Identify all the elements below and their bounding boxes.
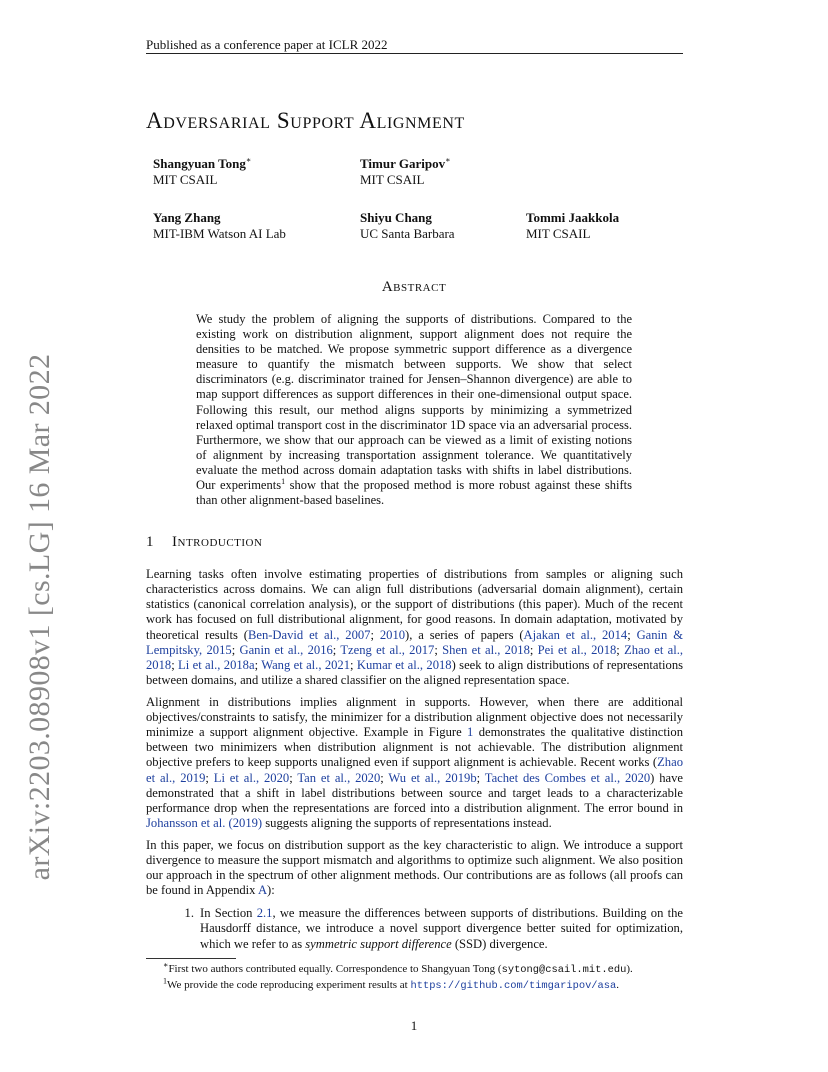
- abstract-heading: Abstract: [381, 279, 447, 295]
- section-heading-introduction: [146, 534, 262, 551]
- author-block: [360, 156, 451, 188]
- author-block: [526, 210, 619, 242]
- author-name: Tommi Jaakkola: [526, 210, 620, 225]
- code-repository-link[interactable]: https://github.com/timgaripov/asa: [410, 980, 617, 992]
- citation-link[interactable]: Johansson et al. (2019): [146, 816, 263, 830]
- equal-contribution-mark: ∗: [445, 155, 451, 165]
- page-number: 1: [410, 1018, 418, 1033]
- author-affiliation: MIT CSAIL: [360, 172, 425, 187]
- section-title: Introduction: [172, 534, 263, 550]
- author-block: [360, 210, 455, 242]
- list-number: 1.: [184, 906, 194, 921]
- author-name: Shiyu Chang: [360, 210, 432, 225]
- arxiv-sidebar-stamp: arXiv:2203.08908v1 [cs.LG] 16 Mar 2022: [23, 353, 56, 881]
- footnote-marker[interactable]: 1: [281, 476, 286, 486]
- citation-link[interactable]: 2010: [379, 627, 406, 642]
- author-affiliation: MIT CSAIL: [526, 226, 591, 241]
- running-header: Published as a conference paper at ICLR 2022: [146, 37, 388, 52]
- citation-link[interactable]: Pei et al., 2018: [537, 642, 617, 657]
- section-number: 1: [146, 534, 154, 550]
- contribution-list-item: 1. In Section 2.1, we measure the differences between supports of distributions. Building on the Hausdorff distance, we introduce a novel support divergence better suited for optimization, which we refer to as symmetric support difference (SSD) divergence.: [146, 906, 683, 951]
- paper-title: Adversarial Support Alignment: [146, 108, 465, 133]
- citation-link[interactable]: Kumar et al., 2018: [356, 657, 452, 672]
- citation-link[interactable]: Zhao et al., 2018: [146, 642, 684, 672]
- author-affiliation: UC Santa Barbara: [360, 226, 455, 241]
- citation-link[interactable]: Wang et al., 2021: [261, 657, 351, 672]
- paragraph: In this paper, we focus on distribution support as the key characteristic to align. We introduce a support divergence to measure the support mismatch and algorithms to optimize such alignment. We also position our approach in the spectrum of other alignment methods. Our contributions are as follows (all proofs can be found in Appendix A):: [146, 837, 683, 898]
- citation-link[interactable]: Li et al., 2018a: [178, 657, 255, 672]
- footnote: $^1$We provide the code reproducing experiment results at https://github.com/timgaripov/asa.: [163, 976, 620, 992]
- header-rule: [146, 53, 683, 54]
- appendix-ref-link[interactable]: A: [257, 883, 268, 898]
- author-name: Yang Zhang: [153, 210, 221, 225]
- citation-link[interactable]: Li et al., 2020: [213, 770, 290, 785]
- footnotes: [163, 962, 683, 994]
- citation-link[interactable]: Ajakan et al., 2014: [523, 627, 628, 642]
- author-name: Timur Garipov: [360, 156, 446, 171]
- citation-link[interactable]: Zhao et al., 2019: [146, 755, 683, 785]
- footnote-rule: [146, 958, 236, 959]
- citation-link[interactable]: Shen et al., 2018: [442, 642, 530, 657]
- author-affiliation: MIT CSAIL: [153, 172, 218, 187]
- citation-link[interactable]: Tachet des Combes et al., 2020: [484, 770, 651, 785]
- citation-link[interactable]: Tzeng et al., 2017: [340, 642, 435, 657]
- author-affiliation: MIT-IBM Watson AI Lab: [153, 226, 286, 241]
- author-block: [153, 156, 251, 188]
- citation-link[interactable]: Ben-David et al., 2007: [247, 627, 371, 642]
- author-name: Shangyuan Tong: [153, 156, 246, 171]
- paragraph: Alignment in distributions implies alignment in supports. However, when there are additional objectives/constraints to satisfy, the minimizer for a distribution alignment objective does not necessarily minimize a support alignment objective. Example in Figure 1 demonstrates the qualitative distinction between two minimizers when distribution alignment is not achievable. The distribution alignment objective prefers to keep supports unaligned even if support alignment is achievable. Recent works (Zhao et al., 2019; Li et al., 2020; Tan et al., 2020; Wu et al., 2019b; Tachet des Combes et al., 2020) have demonstrated that a shift in label distributions between source and target leads to a characterizable performance drop when the representations are forced into a distribution alignment. The error bound in Johansson et al. (2019) suggests aligning the supports of representations instead.: [146, 694, 683, 830]
- paragraph: Learning tasks often involve estimating properties of distributions from samples or aligning such characteristics across domains. We can align full distributions (adversarial domain alignment), certain statistics (canonical correlation analysis), or the support of distributions (this paper). Much of the recent work has focused on full distributional alignment, for good reasons. In domain adaptation, motivated by theoretical results (Ben-David et al., 2007; 2010), a series of papers (Ajakan et al., 2014; Ganin & Lempitsky, 2015; Ganin et al., 2016; Tzeng et al., 2017; Shen et al., 2018; Pei et al., 2018; Zhao et al., 2018; Li et al., 2018a; Wang et al., 2021; Kumar et al., 2018) seek to align distributions of representations between domains, and utilize a shared classifier on the aligned representation space.: [146, 567, 684, 688]
- section-ref-link[interactable]: 2.1: [256, 906, 273, 921]
- author-block: [153, 210, 286, 242]
- introduction-body: [146, 567, 683, 952]
- citation-link[interactable]: Ganin et al., 2016: [239, 642, 333, 657]
- citation-link[interactable]: Wu et al., 2019b: [388, 770, 477, 785]
- citation-link[interactable]: Tan et al., 2020: [297, 770, 381, 785]
- emphasized-term: symmetric support difference: [305, 936, 452, 951]
- equal-contribution-mark: ∗: [245, 155, 252, 165]
- citation-link[interactable]: Ganin & Lempitsky, 2015: [146, 627, 684, 657]
- abstract-text: We study the problem of aligning the supports of distributions. Compared to the existing work on distribution alignment, support alignment does not require the densities to be matched. We propose symmetric support difference as a divergence measure to quantify the mismatch between supports. We show that select discriminators (e.g. discriminator trained for Jensen–Shannon divergence) are able to map support differences as support differences in their one-dimensional output space. Following this result, our method aligns supports by minimizing a symmetrized relaxed optimal transport cost in the discriminator 1D space via an adversarial process. Furthermore, we show that our approach can be viewed as a limit of existing notions of alignment by increasing transportation assignment tolerance. We quantitatively evaluate the method across domain adaptation tasks with shifts in label distributions. Our experiments$^1$ show that the proposed method is more robust against these shifts than other alignment-based baselines.: [196, 312, 632, 508]
- email-address[interactable]: sytong@csail.mit.edu: [501, 964, 627, 976]
- footnote: ∗First two authors contributed equally. Correspondence to Shangyuan Tong (sytong@csail.mit.edu).: [163, 960, 633, 976]
- figure-ref-link[interactable]: 1: [467, 725, 474, 740]
